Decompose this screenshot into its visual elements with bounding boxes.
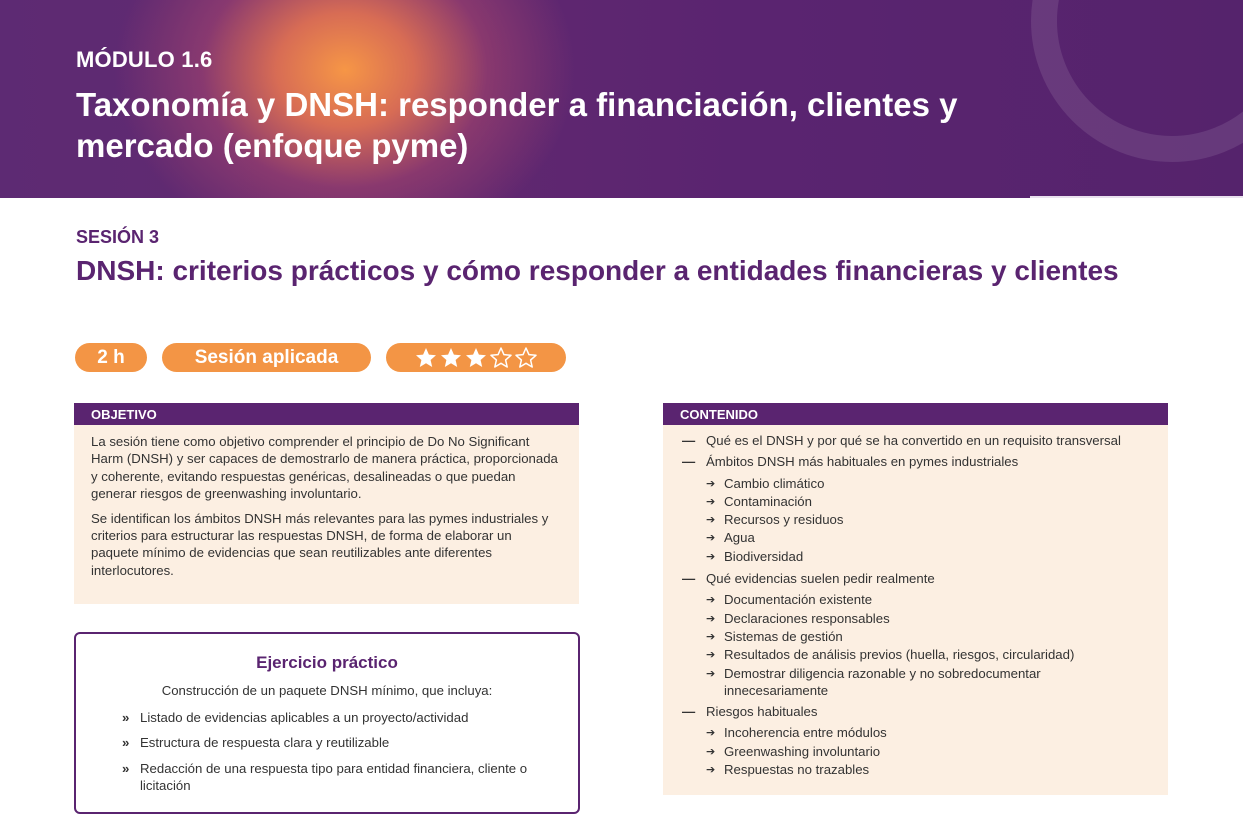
arrow-right-icon: ➔ — [706, 667, 716, 680]
duration-badge: 2 h — [75, 343, 147, 372]
contenido-item-text: Ámbitos DNSH más habituales en pymes industriales — [706, 454, 1019, 470]
arrow-right-icon: ➔ — [706, 745, 716, 758]
contenido-subitem-text: Demostrar diligencia razonable y no sobredocumentar innecesariamente — [724, 665, 1041, 698]
contenido-item — [682, 570, 1148, 587]
arrow-right-icon: ➔ — [706, 477, 716, 490]
contenido-item-text: Qué evidencias suelen pedir realmente — [706, 571, 935, 587]
contenido-subitem-text: Documentación existente — [724, 592, 873, 608]
contenido-item-text: Qué es el DNSH y por qué se ha convertido en un requisito transversal — [706, 433, 1121, 448]
exercise-title: Ejercicio práctico — [256, 653, 398, 672]
contenido-subitem-text: Cambio climático — [724, 475, 825, 491]
exercise-box — [74, 632, 580, 814]
arrow-right-icon: ➔ — [706, 594, 716, 607]
session-title: DNSH: criterios prácticos y cómo responder a entidades financieras y clientes — [76, 255, 1119, 286]
contenido-sublist — [706, 724, 1148, 779]
contenido-heading: CONTENIDO — [663, 403, 1168, 425]
star-empty-icon — [514, 346, 538, 370]
header-divider — [1030, 196, 1243, 198]
contenido-subitem-text: Contaminación — [724, 493, 812, 509]
contenido-panel — [663, 425, 1168, 795]
contenido-subitem-text: Incoherencia entre módulos — [724, 725, 887, 741]
contenido-subitem — [706, 628, 1148, 646]
arrow-right-icon: ➔ — [706, 612, 716, 625]
contenido-subitem — [706, 761, 1148, 779]
contenido-subitem-text: Respuestas no trazables — [724, 762, 870, 778]
contenido-subitem — [706, 475, 1148, 493]
contenido-subitem — [706, 529, 1148, 547]
contenido-item — [682, 453, 1148, 470]
contenido-subitem — [706, 743, 1148, 761]
star-filled-icon — [414, 346, 438, 370]
dash-icon: — — [682, 433, 696, 448]
contenido-subitem — [706, 493, 1148, 511]
exercise-item-text: Listado de evidencias aplicables a un proyecto/actividad — [140, 710, 469, 725]
star-empty-icon — [489, 346, 513, 370]
contenido-item — [682, 432, 1148, 449]
dash-icon: — — [682, 454, 696, 470]
contenido-item — [682, 703, 1148, 720]
bullet-icon: » — [122, 735, 130, 751]
contenido-subitem — [706, 665, 1148, 700]
contenido-sublist — [706, 475, 1148, 566]
arrow-right-icon: ➔ — [706, 550, 716, 563]
arrow-right-icon: ➔ — [706, 495, 716, 508]
contenido-subitem — [706, 610, 1148, 628]
contenido-subitem-text: Biodiversidad — [724, 548, 804, 564]
contenido-subitem-text: Agua — [724, 530, 755, 546]
bullet-icon: » — [122, 710, 130, 725]
arrow-right-icon: ➔ — [706, 532, 716, 545]
contenido-subitem — [706, 511, 1148, 529]
session-type-badge: Sesión aplicada — [162, 343, 371, 372]
session-label: SESIÓN 3 — [76, 227, 160, 247]
dash-icon: — — [682, 571, 696, 587]
contenido-subitem — [706, 646, 1148, 664]
module-title: Taxonomía y DNSH: responder a financiación, clientes y mercado (enfoque pyme) — [76, 86, 958, 164]
header-banner — [0, 0, 1243, 198]
exercise-list-item — [122, 760, 542, 795]
bullet-icon: » — [122, 760, 130, 776]
objetivo-paragraph: Se identifican los ámbitos DNSH más relevantes para las pymes industriales y criterios para estructurar las respuestas DNSH, de forma de elaborar un paquete mínimo de evidencias que sean reutilizables ante diferentes interlocutores. — [91, 510, 549, 578]
module-label: MÓDULO 1.6 — [76, 47, 213, 72]
contenido-subitem — [706, 724, 1148, 742]
contenido-item-text: Riesgos habituales — [706, 704, 818, 720]
star-filled-icon — [464, 346, 488, 370]
exercise-item-text: Redacción de una respuesta tipo para entidad financiera, cliente o licitación — [140, 760, 528, 793]
contenido-subitem-text: Recursos y residuos — [724, 512, 844, 528]
contenido-subitem — [706, 591, 1148, 609]
star-filled-icon — [439, 346, 463, 370]
arrow-right-icon: ➔ — [706, 649, 716, 662]
exercise-list — [122, 709, 542, 802]
arrow-right-icon: ➔ — [706, 630, 716, 643]
contenido-subitem-text: Declaraciones responsables — [724, 610, 890, 626]
arrow-right-icon: ➔ — [706, 514, 716, 527]
exercise-item-text: Estructura de respuesta clara y reutilizable — [140, 735, 390, 751]
contenido-subitem-text: Resultados de análisis previos (huella, riesgos, circularidad) — [724, 647, 1075, 663]
arrow-right-icon: ➔ — [706, 727, 716, 740]
difficulty-rating — [386, 343, 566, 372]
contenido-subitem-text: Sistemas de gestión — [724, 628, 843, 644]
objetivo-heading: OBJETIVO — [74, 403, 579, 425]
contenido-sublist — [706, 591, 1148, 699]
contenido-subitem — [706, 548, 1148, 566]
objetivo-paragraph: La sesión tiene como objetivo comprender el principio de Do No Significant Harm (DNSH) y ser capaces de demostrarlo de manera práctica, proporcionada y coherente, evitando respuestas genéricas, desalineadas o que puedan generar riesgos de greenwashing involuntario. — [91, 434, 558, 502]
objetivo-panel — [74, 425, 579, 604]
dash-icon: — — [682, 704, 696, 720]
exercise-intro: Construcción de un paquete DNSH mínimo, que incluya: — [161, 683, 493, 698]
exercise-list-item — [122, 709, 542, 726]
contenido-subitem-text: Greenwashing involuntario — [724, 743, 881, 759]
exercise-list-item — [122, 734, 542, 751]
arrow-right-icon: ➔ — [706, 764, 716, 777]
